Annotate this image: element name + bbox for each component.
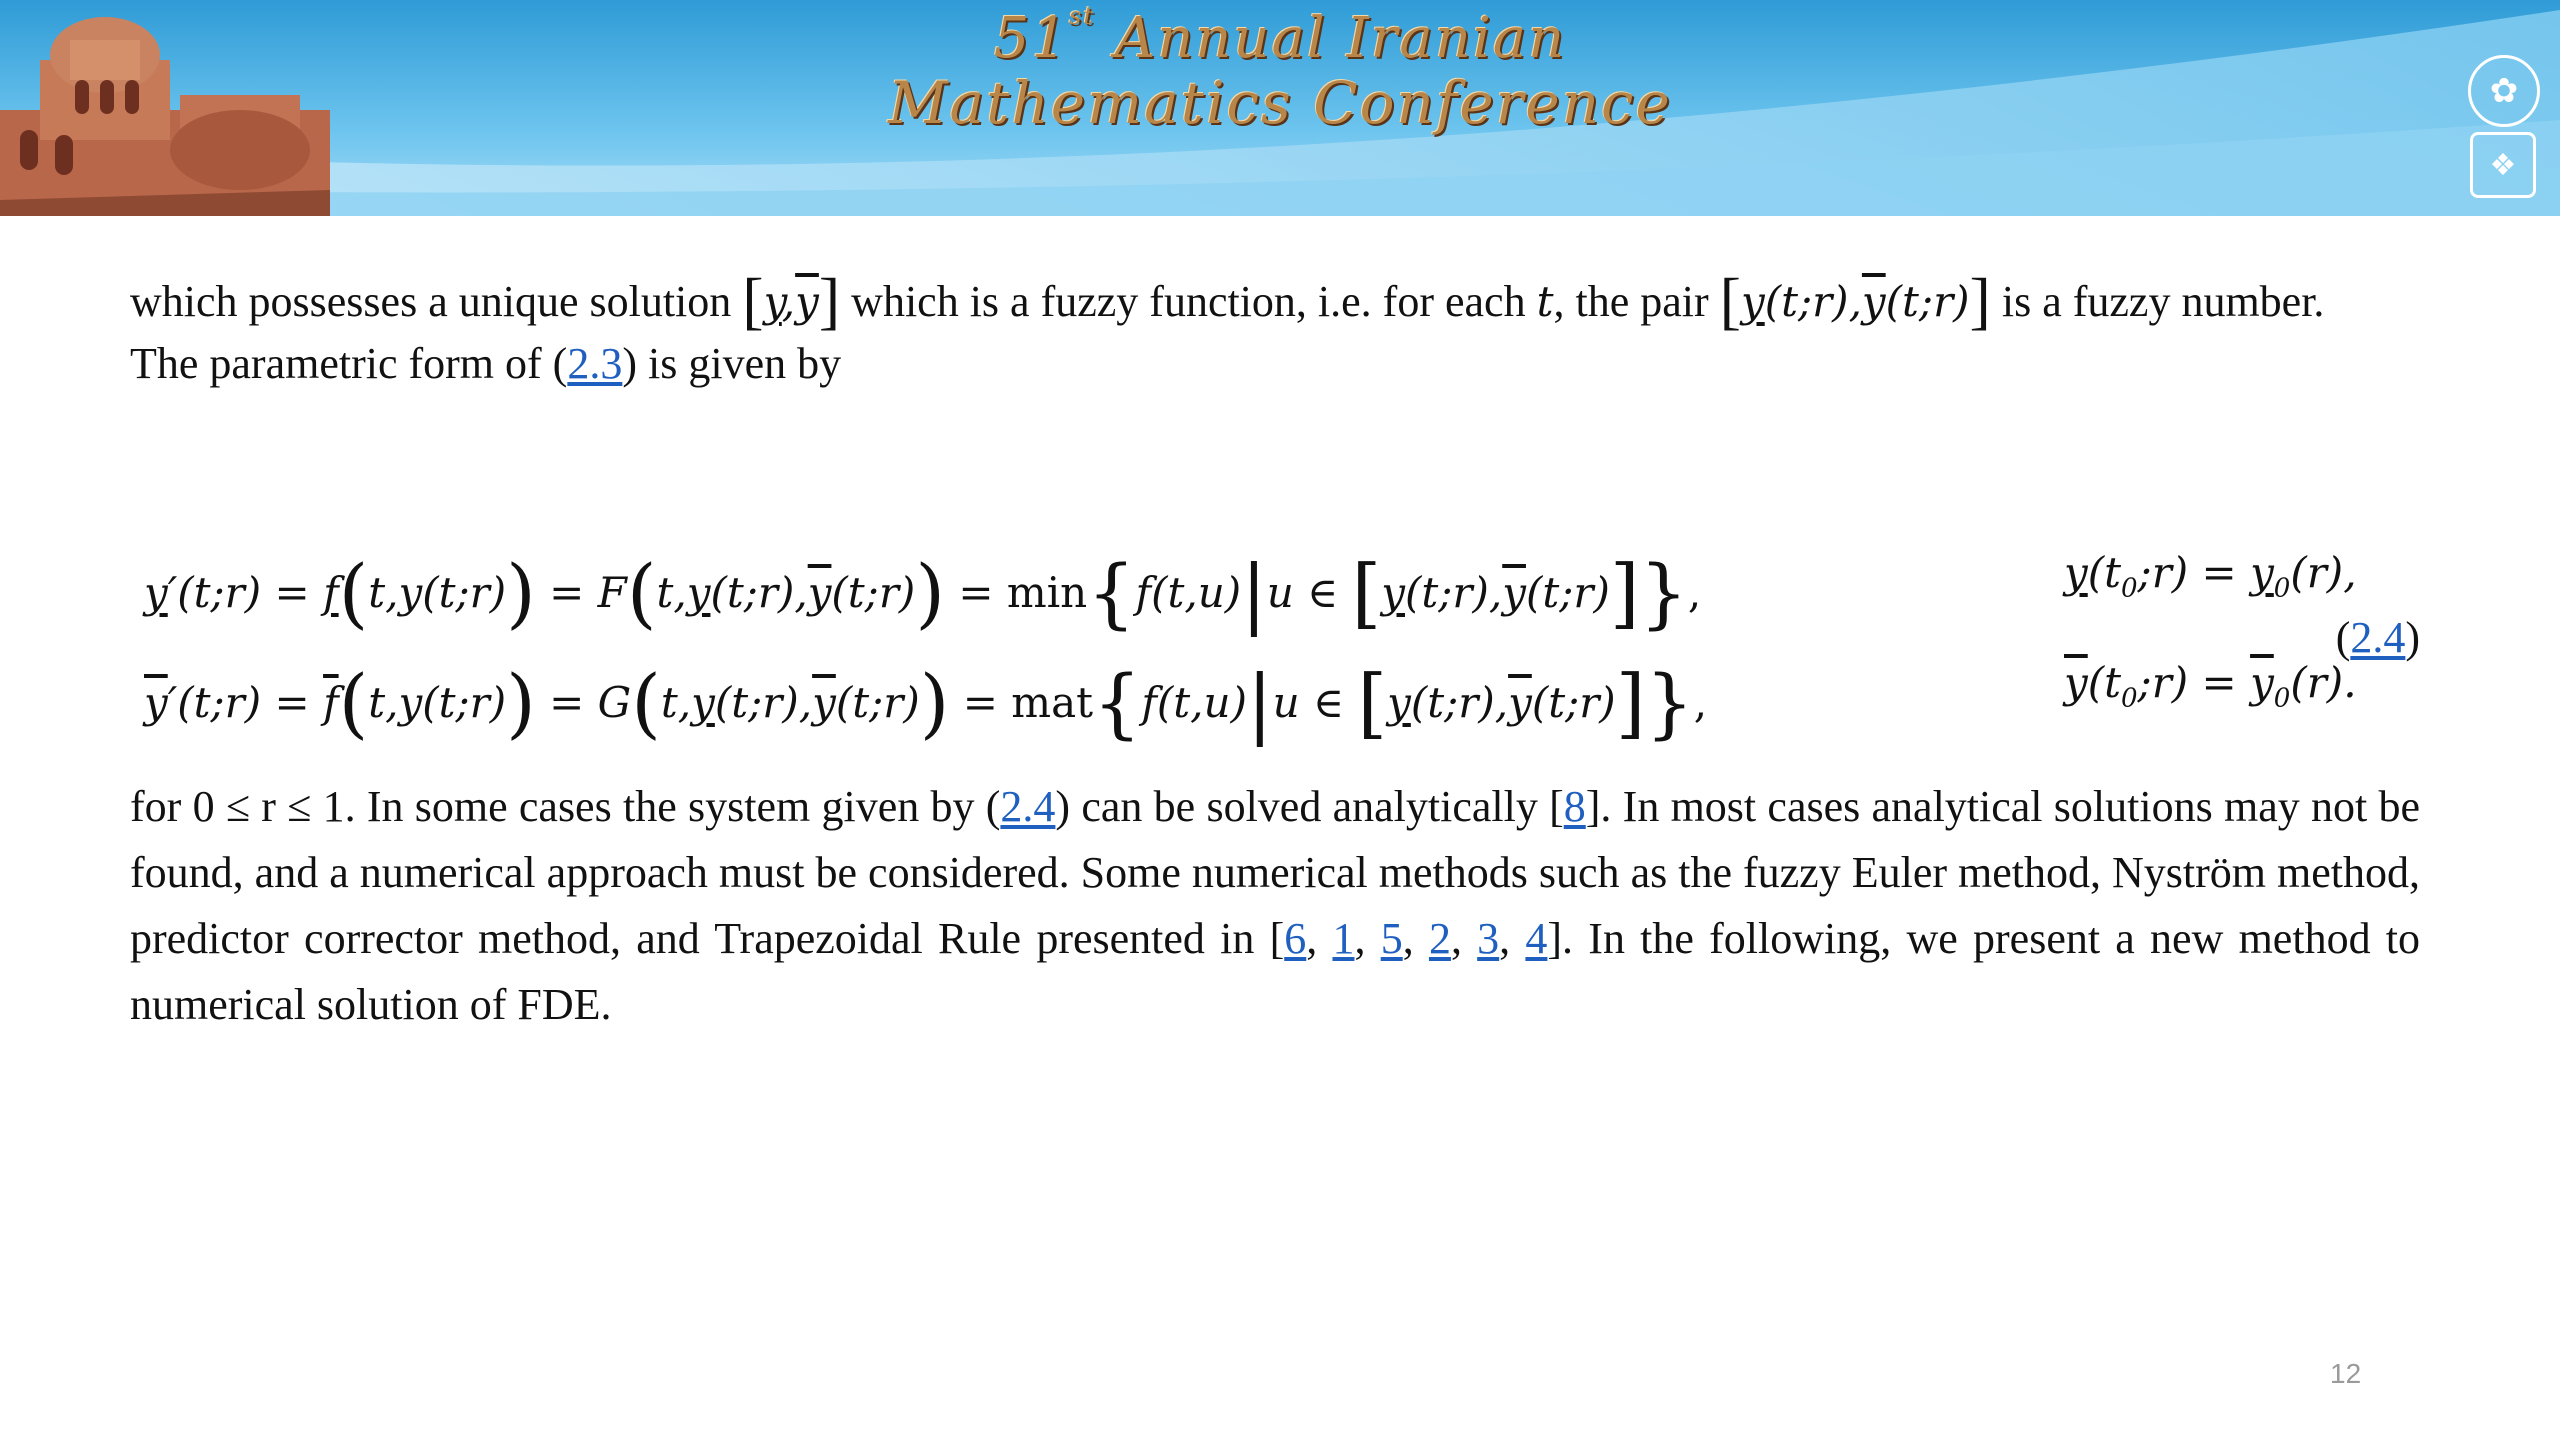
- equation-system: [130, 530, 2420, 750]
- equation-row-lower: y′(t;r) = f(t,y(t;r)) = $F(t,y(t;r),\overline{y}(t;r)) = \min\{f(t,u)|u$ ∈ $[y(t;r),\overline{y}(t;r)]$}, $y(t_0;r) = y_0(r)$,: [144, 548, 2357, 637]
- ref-8-link[interactable]: 8: [1563, 782, 1586, 831]
- paragraph-parametric: The parametric form of (2.3) is given by: [130, 339, 842, 388]
- equation-row-upper: $\overline{y}'(t;r)$ = $\overline{f}(t,y(t;r))$ = $G(t,y(t;r),\overline{y}(t;r)) = mat\{f(t,u)|u$ ∈ $[y(t;r),\overline{y}(t;r)]$}, $\overline{y}(t_0;r) = \overline{y}_0(r)$.: [144, 658, 2357, 747]
- ref-1-link[interactable]: 1: [1332, 914, 1355, 963]
- page-number: 12: [2330, 1358, 2362, 1389]
- ref-5-link[interactable]: 5: [1380, 914, 1403, 963]
- ref-6-link[interactable]: 6: [1284, 914, 1307, 963]
- conference-banner: [0, 0, 2560, 216]
- ref-2-4-link[interactable]: 2.4: [1000, 782, 1056, 831]
- university-emblem-icon: ❖: [2470, 132, 2536, 198]
- paragraph-methods: for 0 ≤ r ≤ 1. In some cases the system given by (2.4) can be solved analytically [8]. In most cases analytical solutions may not be found, and a numerical approach must be considered. Some numerical methods such as the fuzzy Euler method, Nyström method, predictor corrector method, and Trapezoidal Rule presented in [6, 1, 5, 2, 3, 4]. In the following, we present a new method to numerical solution of FDE.: [130, 782, 2421, 1029]
- slide-body: [130, 265, 2420, 397]
- ref-4-link[interactable]: 4: [1525, 914, 1548, 963]
- ref-2-3-link[interactable]: 2.3: [567, 339, 623, 388]
- equation-number-link[interactable]: 2.4: [2350, 613, 2406, 662]
- university-seal-icon: ✿: [2468, 55, 2540, 127]
- ref-2-link[interactable]: 2: [1428, 914, 1451, 963]
- ref-3-link[interactable]: 3: [1477, 914, 1500, 963]
- equation-number: (2.4): [2335, 613, 2420, 662]
- paragraph-solution: which possesses a unique solution $[y,\overline{y}]$ which is a fuzzy function, i.e. for each t, the pair $[y(t;r),\overline{y}(t;r)]$ is a fuzzy number.: [130, 265, 2325, 336]
- conference-title: 51st Annual Iranian Mathematics Conference: [888, 2, 1672, 137]
